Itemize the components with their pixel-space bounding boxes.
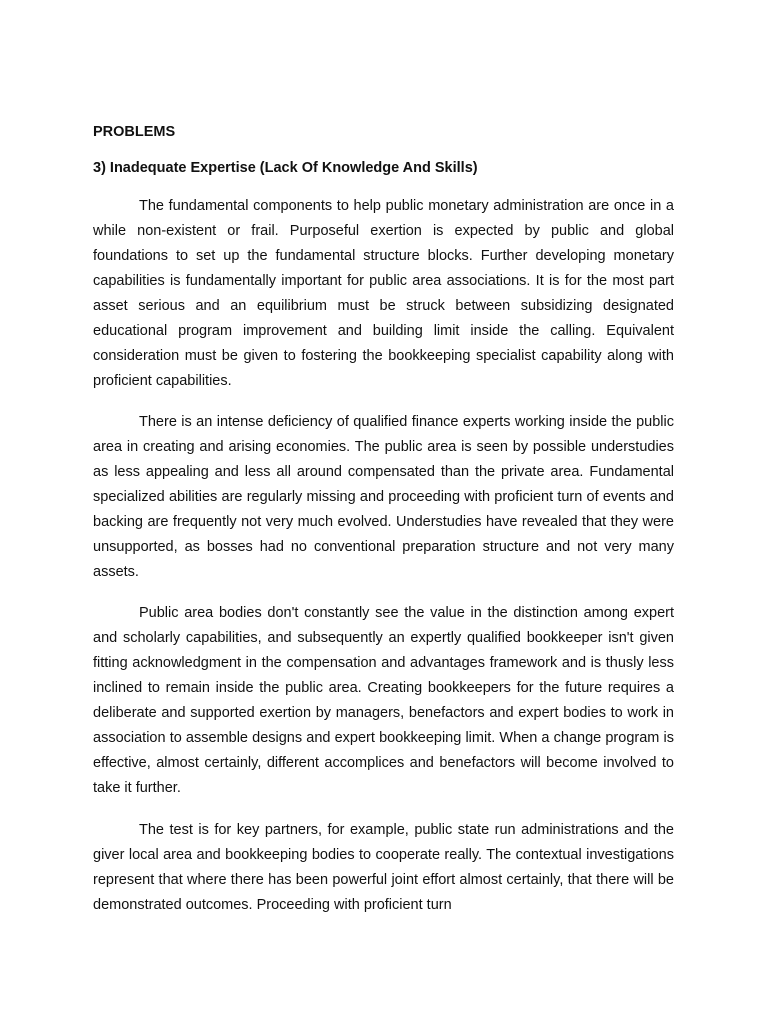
- section-heading: PROBLEMS: [93, 124, 176, 140]
- subsection-heading: 3) Inadequate Expertise (Lack Of Knowledge And Skills): [93, 160, 478, 176]
- paragraph-2: There is an intense deficiency of qualified finance experts working inside the public area in creating and arising economies. The public area is seen by possible understudies as less appealing and less all around compensated than the private area. Fundamental specialized abilities are regularly missing and proceeding with proficient turn of events and backing are frequently not very much evolved. Understudies have revealed that they were unsupported, as bosses had no conventional preparation structure and not very many assets.: [93, 414, 674, 580]
- paragraph-1: The fundamental components to help public monetary administration are once in a while non-existent or frail. Purposeful exertion is expected by public and global foundations to set up the fundamental structure blocks. Further developing monetary capabilities is fundamentally important for public area associations. It is for the most part asset serious and an equilibrium must be struck between subsidizing designated educational program improvement and building limit inside the calling. Equivalent consideration must be given to fostering the bookkeeping specialist capability along with proficient capabilities.: [93, 198, 674, 389]
- document-body: [93, 121, 674, 918]
- paragraph-4: The test is for key partners, for example, public state run administrations and the giver local area and bookkeeping bodies to cooperate really. The contextual investigations represent that where there has been powerful joint effort almost certainly, that there will be demonstrated outcomes. Proceeding with proficient turn: [93, 822, 674, 913]
- paragraph-3: Public area bodies don't constantly see the value in the distinction among expert and scholarly capabilities, and subsequently an expertly qualified bookkeeper isn't given fitting acknowledgment in the compensation and advantages framework and is thusly less inclined to remain inside the public area. Creating bookkeepers for the future requires a deliberate and supported exertion by managers, benefactors and expert bodies to work in association to assemble designs and expert bookkeeping limit. When a change program is effective, almost certainly, different accomplices and benefactors will become involved to take it further.: [93, 605, 674, 796]
